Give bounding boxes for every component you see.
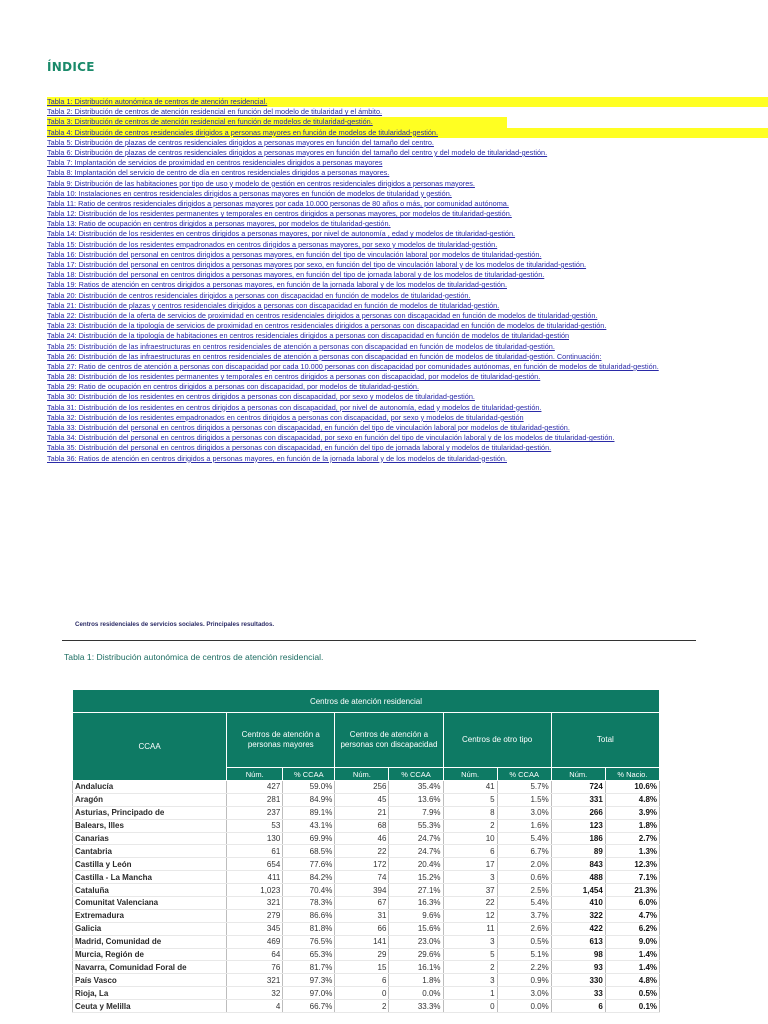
table-row — [73, 819, 660, 832]
value-cell: 97.0% — [283, 987, 335, 1000]
value-cell: 3 — [443, 974, 497, 987]
index-link[interactable]: Tabla 12: Distribución de los residentes permanentes y temporales en centros dirigidos a personas mayores, por modelos de titularidad-gestión. — [47, 209, 512, 219]
table-row — [73, 781, 660, 794]
ccaa-header: CCAA — [73, 713, 227, 781]
value-cell: 422 — [551, 922, 605, 935]
value-cell: 237 — [227, 806, 283, 819]
value-cell: 11 — [443, 922, 497, 935]
value-cell: 66 — [335, 922, 389, 935]
index-link[interactable]: Tabla 13: Ratio de ocupación en centros dirigidos a personas mayores, por modelos de titularidad-gestión. — [47, 219, 391, 229]
table-row — [73, 935, 660, 948]
value-cell: 15.2% — [389, 871, 443, 884]
value-cell: 76.5% — [283, 935, 335, 948]
value-cell: 654 — [227, 858, 283, 871]
value-cell: 3 — [443, 935, 497, 948]
value-cell: 0.0% — [389, 987, 443, 1000]
value-cell: 0.0% — [497, 1000, 551, 1013]
ccaa-cell: Rioja, La — [73, 987, 227, 1000]
value-cell: 322 — [551, 909, 605, 922]
value-cell: 77.6% — [283, 858, 335, 871]
value-cell: 24.7% — [389, 845, 443, 858]
value-cell: 53 — [227, 819, 283, 832]
value-cell: 98 — [551, 948, 605, 961]
value-cell: 89.1% — [283, 806, 335, 819]
value-cell: 46 — [335, 832, 389, 845]
value-cell: 6 — [335, 974, 389, 987]
value-cell: 1.8% — [605, 819, 659, 832]
index-link[interactable]: Tabla 18: Distribución del personal en centros dirigidos a personas mayores, en función del tipo de jornada laboral y de los modelos de titularidad-gestión. — [47, 270, 545, 280]
table-row — [73, 974, 660, 987]
value-cell: 1.4% — [605, 961, 659, 974]
value-cell: 65.3% — [283, 948, 335, 961]
value-cell: 8 — [443, 806, 497, 819]
table-row — [73, 1000, 660, 1013]
ccaa-cell: Asturias, Principado de — [73, 806, 227, 819]
sub-header: Núm. — [551, 768, 605, 781]
index-link[interactable]: Tabla 32: Distribución de los residentes empadronados en centros dirigidos a personas con discapacidad, por sexo y modelos de titularidad-gestión — [47, 412, 524, 422]
table-row — [73, 922, 660, 935]
index-link[interactable]: Tabla 34: Distribución del personal en centros dirigidos a personas con discapacidad, por sexo en función del tipo de vinculación laboral y de los modelos de titularidad-gestión. — [47, 433, 615, 443]
value-cell: 15.6% — [389, 922, 443, 935]
value-cell: 1.6% — [497, 819, 551, 832]
value-cell: 1.5% — [497, 793, 551, 806]
data-table — [72, 689, 660, 1013]
value-cell: 281 — [227, 793, 283, 806]
value-cell: 2.0% — [497, 858, 551, 871]
value-cell: 6 — [443, 845, 497, 858]
value-cell: 3.9% — [605, 806, 659, 819]
value-cell: 5 — [443, 948, 497, 961]
value-cell: 2.5% — [497, 884, 551, 897]
value-cell: 5.4% — [497, 897, 551, 910]
index-link[interactable]: Tabla 26: Distribución de las infraestructuras en centros residenciales de atención a personas con discapacidad en función de modelos de titularidad-gestión. Continuación: — [47, 351, 602, 361]
ccaa-cell: Navarra, Comunidad Foral de — [73, 961, 227, 974]
index-link[interactable]: Tabla 21: Distribución de plazas y centros residenciales dirigidos a personas con discapacidad en función de modelos de titularidad-gestión. — [47, 300, 500, 310]
index-link[interactable]: Tabla 17: Distribución del personal en centros dirigidos a personas mayores por sexo, en función del tipo de vinculación laboral y de los modelos de titularidad-gestión. — [47, 260, 587, 269]
value-cell: 345 — [227, 922, 283, 935]
table-row — [73, 806, 660, 819]
group-header-total: Total — [551, 713, 659, 768]
table-row — [73, 845, 660, 858]
ccaa-cell: Ceuta y Melilla — [73, 1000, 227, 1013]
ccaa-cell: País Vasco — [73, 974, 227, 987]
value-cell: 69.9% — [283, 832, 335, 845]
value-cell: 130 — [227, 832, 283, 845]
value-cell: 61 — [227, 845, 283, 858]
index-link[interactable]: Tabla 5: Distribución de plazas de centros residenciales dirigidos a personas mayores en función del tamaño del centro. — [47, 137, 434, 147]
index-link[interactable]: Tabla 19: Ratios de atención en centros dirigidos a personas mayores, en función de la jornada laboral y de los modelos de titularidad-gestión. — [47, 280, 507, 290]
ccaa-cell: Balears, Illes — [73, 819, 227, 832]
index-link[interactable]: Tabla 6: Distribución de plazas de centros residenciales dirigidos a personas mayores en función del tamaño del centro y del modelo de titularidad-gestión. — [47, 147, 548, 157]
value-cell: 59.0% — [283, 781, 335, 794]
value-cell: 427 — [227, 781, 283, 794]
ccaa-cell: Andalucía — [73, 781, 227, 794]
value-cell: 70.4% — [283, 884, 335, 897]
value-cell: 4.7% — [605, 909, 659, 922]
value-cell: 20.4% — [389, 858, 443, 871]
index-link[interactable]: Tabla 9: Distribución de las habitaciones por tipo de uso y modelo de gestión en centros residenciales dirigidos a personas mayores. — [47, 178, 475, 188]
index-link[interactable]: Tabla 30: Distribución de los residentes en centros dirigidos a personas con discapacidad, por sexo y modelos de titularidad-gestión. — [47, 392, 475, 402]
value-cell: 55.3% — [389, 819, 443, 832]
index-link[interactable]: Tabla 31: Distribución de los residentes en centros dirigidos a personas con discapacidad, por nivel de autonomía, edad y modelos de titularidad-gestión. — [47, 402, 542, 412]
value-cell: 76 — [227, 961, 283, 974]
value-cell: 15 — [335, 961, 389, 974]
sub-header: % CCAA — [497, 768, 551, 781]
value-cell: 68.5% — [283, 845, 335, 858]
index-link[interactable]: Tabla 20: Distribución de centros residenciales dirigidos a personas con discapacidad en función de modelos de titularidad-gestión. — [47, 290, 471, 300]
value-cell: 6.0% — [605, 897, 659, 910]
value-cell: 2.7% — [605, 832, 659, 845]
index-link[interactable]: Tabla 24: Distribución de la tipología de habitaciones en centros residenciales dirigidos a personas con discapacidad en función de modelos de titularidad-gestión — [47, 331, 570, 341]
value-cell: 37 — [443, 884, 497, 897]
value-cell: 411 — [227, 871, 283, 884]
value-cell: 84.2% — [283, 871, 335, 884]
sub-header: Núm. — [335, 768, 389, 781]
index-link[interactable]: Tabla 36: Ratios de atención en centros dirigidos a personas mayores, en función de la jornada laboral y de los modelos de titularidad-gestión. — [47, 453, 507, 463]
index-link[interactable]: Tabla 25: Distribución de las infraestructuras en centros residenciales de atención a personas con discapacidad en función de modelos de titularidad-gestión. — [47, 341, 555, 351]
value-cell: 3.7% — [497, 909, 551, 922]
value-cell: 29 — [335, 948, 389, 961]
value-cell: 1 — [443, 987, 497, 1000]
value-cell: 6 — [551, 1000, 605, 1013]
index-link[interactable]: Tabla 28: Distribución de los residentes permanentes y temporales en centros dirigidos a personas con discapacidad, por modelos de titularidad-gestión. — [47, 372, 541, 382]
value-cell: 64 — [227, 948, 283, 961]
value-cell: 5.1% — [497, 948, 551, 961]
value-cell: 74 — [335, 871, 389, 884]
index-link[interactable]: Tabla 2: Distribución de centros de atención residencial en función del modelo de titularidad y el ámbito. — [47, 107, 383, 117]
value-cell: 5 — [443, 793, 497, 806]
value-cell: 724 — [551, 781, 605, 794]
value-cell: 321 — [227, 897, 283, 910]
value-cell: 843 — [551, 858, 605, 871]
ccaa-cell: Cantabria — [73, 845, 227, 858]
value-cell: 2.2% — [497, 961, 551, 974]
sub-header: % Nacio. — [605, 768, 659, 781]
ccaa-cell: Comunitat Valenciana — [73, 897, 227, 910]
value-cell: 7.9% — [389, 806, 443, 819]
sub-header: % CCAA — [389, 768, 443, 781]
value-cell: 186 — [551, 832, 605, 845]
index-link[interactable]: Tabla 22: Distribución de la oferta de servicios de proximidad en centros residenciales dirigidos a personas con discapacidad en función de modelos de titularidad-gestión. — [47, 310, 598, 320]
ccaa-cell: Extremadura — [73, 909, 227, 922]
value-cell: 45 — [335, 793, 389, 806]
value-cell: 0 — [335, 987, 389, 1000]
value-cell: 0 — [443, 1000, 497, 1013]
index-link[interactable]: Tabla 23: Distribución de la tipología de servicios de proximidad en centros residenciales dirigidos a personas con discapacidad en función de modelos de titularidad-gestión. — [47, 321, 607, 331]
table-row — [73, 871, 660, 884]
value-cell: 12 — [443, 909, 497, 922]
value-cell: 66.7% — [283, 1000, 335, 1013]
value-cell: 0.1% — [605, 1000, 659, 1013]
value-cell: 1,023 — [227, 884, 283, 897]
value-cell: 5.4% — [497, 832, 551, 845]
value-cell: 93 — [551, 961, 605, 974]
value-cell: 330 — [551, 974, 605, 987]
value-cell: 0.5% — [605, 987, 659, 1000]
value-cell: 279 — [227, 909, 283, 922]
value-cell: 3 — [443, 871, 497, 884]
index-link[interactable]: Tabla 15: Distribución de los residentes empadronados en centros dirigidos a personas mayores, por sexo y modelos de titularidad-gestión. — [47, 239, 498, 249]
value-cell: 266 — [551, 806, 605, 819]
value-cell: 81.8% — [283, 922, 335, 935]
index-link[interactable]: Tabla 11: Ratio de centros residenciales dirigidos a personas mayores por cada 10.000 personas de 80 años o más, por comunidad autónoma. — [47, 198, 509, 208]
value-cell: 5.7% — [497, 781, 551, 794]
group-header-mayores: Centros de atención a personas mayores — [227, 713, 335, 768]
table-title: Tabla 1: Distribución autonómica de centros de atención residencial. — [64, 652, 324, 662]
table-row — [73, 897, 660, 910]
table-row — [73, 909, 660, 922]
value-cell: 0.6% — [497, 871, 551, 884]
index-link[interactable]: Tabla 14: Distribución de los residentes en centros dirigidos a personas mayores, por nivel de autonomía , edad y modelos de titularidad-gestión. — [47, 229, 516, 239]
table-row — [73, 961, 660, 974]
value-cell: 17 — [443, 858, 497, 871]
value-cell: 4 — [227, 1000, 283, 1013]
value-cell: 33 — [551, 987, 605, 1000]
index-link[interactable]: Tabla 35: Distribución del personal en centros dirigidos a personas con discapacidad, en función del tipo de jornada laboral y modelos de titularidad-gestión. — [47, 443, 552, 453]
value-cell: 2 — [443, 819, 497, 832]
table-row — [73, 832, 660, 845]
value-cell: 394 — [335, 884, 389, 897]
value-cell: 1.4% — [605, 948, 659, 961]
value-cell: 32 — [227, 987, 283, 1000]
table-top-header: Centros de atención residencial — [73, 690, 660, 713]
value-cell: 6.2% — [605, 922, 659, 935]
value-cell: 68 — [335, 819, 389, 832]
value-cell: 0.9% — [497, 974, 551, 987]
value-cell: 29.6% — [389, 948, 443, 961]
value-cell: 16.3% — [389, 897, 443, 910]
value-cell: 33.3% — [389, 1000, 443, 1013]
value-cell: 81.7% — [283, 961, 335, 974]
value-cell: 2.6% — [497, 922, 551, 935]
value-cell: 1.8% — [389, 974, 443, 987]
value-cell: 410 — [551, 897, 605, 910]
value-cell: 331 — [551, 793, 605, 806]
index-link[interactable]: Tabla 33: Distribución del personal en centros dirigidos a personas con discapacidad, en función del tipo de vinculación laboral por modelos de titularidad-gestión. — [47, 423, 570, 432]
table-row — [73, 858, 660, 871]
ccaa-cell: Canarias — [73, 832, 227, 845]
ccaa-cell: Castilla - La Mancha — [73, 871, 227, 884]
value-cell: 613 — [551, 935, 605, 948]
value-cell: 321 — [227, 974, 283, 987]
index-link[interactable]: Tabla 10: Instalaciones en centros residenciales dirigidos a personas mayores en función de modelos de titularidad y gestión. — [47, 188, 452, 198]
value-cell: 16.1% — [389, 961, 443, 974]
value-cell: 3.0% — [497, 987, 551, 1000]
value-cell: 1,454 — [551, 884, 605, 897]
value-cell: 9.0% — [605, 935, 659, 948]
value-cell: 97.3% — [283, 974, 335, 987]
group-header-discapacidad: Centros de atención a personas con discapacidad — [335, 713, 443, 768]
ccaa-cell: Castilla y León — [73, 858, 227, 871]
value-cell: 31 — [335, 909, 389, 922]
value-cell: 10 — [443, 832, 497, 845]
index-link[interactable]: Tabla 29: Ratio de ocupación en centros dirigidos a personas con discapacidad, por modelos de titularidad-gestión. — [47, 382, 419, 392]
table-row — [73, 793, 660, 806]
value-cell: 488 — [551, 871, 605, 884]
document-header: Centros residenciales de servicios sociales. Principales resultados. — [75, 621, 275, 628]
header-rule — [62, 640, 696, 641]
value-cell: 2 — [443, 961, 497, 974]
value-cell: 22 — [335, 845, 389, 858]
value-cell: 1.3% — [605, 845, 659, 858]
ccaa-cell: Galicia — [73, 922, 227, 935]
index-link[interactable]: Tabla 1: Distribución autonómica de centros de atención residencial. — [47, 97, 768, 107]
ccaa-cell: Cataluña — [73, 884, 227, 897]
value-cell: 9.6% — [389, 909, 443, 922]
value-cell: 13.6% — [389, 793, 443, 806]
sub-header: % CCAA — [283, 768, 335, 781]
value-cell: 4.8% — [605, 793, 659, 806]
value-cell: 469 — [227, 935, 283, 948]
sub-header: Núm. — [443, 768, 497, 781]
index-link[interactable]: Tabla 4: Distribución de centros residenciales dirigidos a personas mayores en función de modelos de titularidad-gestión. — [47, 128, 768, 138]
ccaa-cell: Murcia, Región de — [73, 948, 227, 961]
group-header-otro-tipo: Centros de otro tipo — [443, 713, 551, 768]
value-cell: 78.3% — [283, 897, 335, 910]
index-title: ÍNDICE — [47, 60, 95, 74]
ccaa-cell: Aragón — [73, 793, 227, 806]
value-cell: 6.7% — [497, 845, 551, 858]
value-cell: 43.1% — [283, 819, 335, 832]
table-row — [73, 884, 660, 897]
sub-header: Núm. — [227, 768, 283, 781]
value-cell: 35.4% — [389, 781, 443, 794]
value-cell: 123 — [551, 819, 605, 832]
value-cell: 27.1% — [389, 884, 443, 897]
value-cell: 12.3% — [605, 858, 659, 871]
value-cell: 24.7% — [389, 832, 443, 845]
value-cell: 89 — [551, 845, 605, 858]
value-cell: 84.9% — [283, 793, 335, 806]
value-cell: 86.6% — [283, 909, 335, 922]
value-cell: 3.0% — [497, 806, 551, 819]
value-cell: 41 — [443, 781, 497, 794]
value-cell: 4.8% — [605, 974, 659, 987]
value-cell: 7.1% — [605, 871, 659, 884]
index-link[interactable]: Tabla 27: Ratio de centros de atención a personas con discapacidad por cada 10.000 personas con discapacidad por comunidades autónomas, en función de modelos de titularidad-gestión. — [47, 361, 659, 371]
index-link[interactable]: Tabla 7: Implantación de servicios de proximidad en centros residenciales dirigidos a personas mayores — [47, 158, 383, 168]
value-cell: 0.5% — [497, 935, 551, 948]
value-cell: 21 — [335, 806, 389, 819]
value-cell: 172 — [335, 858, 389, 871]
table-row — [73, 948, 660, 961]
value-cell: 67 — [335, 897, 389, 910]
value-cell: 2 — [335, 1000, 389, 1013]
index-link[interactable]: Tabla 8: Implantación del servicio de centro de día en centros residenciales dirigidos a personas mayores. — [47, 168, 390, 178]
value-cell: 23.0% — [389, 935, 443, 948]
index-link[interactable]: Tabla 16: Distribución del personal en centros dirigidos a personas mayores, en función del tipo de vinculación laboral por modelos de titularidad-gestión. — [47, 249, 542, 259]
index-list — [47, 97, 767, 464]
table-row — [73, 987, 660, 1000]
value-cell: 141 — [335, 935, 389, 948]
index-link[interactable]: Tabla 3: Distribución de centros de atención residencial en función de modelos de titularidad-gestión. — [47, 117, 507, 127]
value-cell: 22 — [443, 897, 497, 910]
value-cell: 21.3% — [605, 884, 659, 897]
ccaa-cell: Madrid, Comunidad de — [73, 935, 227, 948]
value-cell: 256 — [335, 781, 389, 794]
value-cell: 10.6% — [605, 781, 659, 794]
